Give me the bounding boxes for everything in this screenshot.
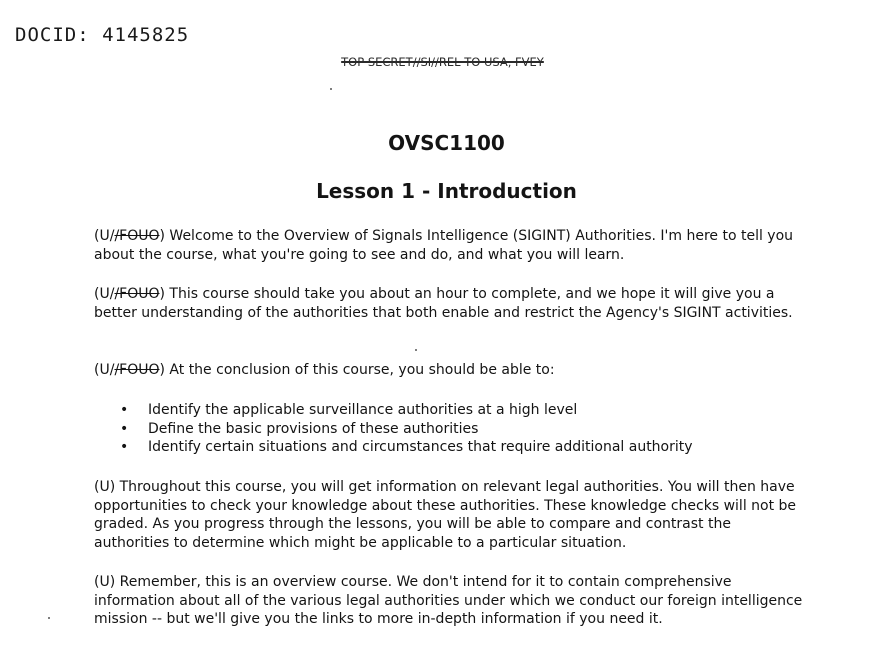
marking-prefix: (U/: [94, 228, 115, 244]
bullet-icon: •: [120, 420, 129, 437]
marking-prefix: (U/: [94, 286, 115, 302]
classification-marking: [94, 286, 165, 302]
course-code-heading: OVSC1100: [388, 131, 505, 155]
objectives-list: [94, 401, 806, 457]
paragraph-text: (U) Remember, this is an overview course. We don't intend for it to contain comprehensive information about all of the various legal authorities under which we conduct our foreign intelligence mission -- but we'll give you the links to more in-depth information if you need it.: [94, 574, 803, 627]
paragraph-duration: [94, 285, 806, 322]
list-item: [94, 401, 806, 420]
scan-speck: [415, 349, 417, 351]
marking-struck: /FOUO: [114, 286, 160, 302]
objective-text: Identify certain situations and circumstances that require additional authority: [148, 439, 693, 455]
list-item: [94, 438, 806, 457]
paragraph-text: This course should take you about an hour to complete, and we hope it will give you a better understanding of the authorities that both enable and restrict the Agency's SIGINT activities.: [94, 286, 793, 321]
paragraph-objectives-intro: [94, 361, 806, 380]
marking-prefix: (U/: [94, 362, 115, 378]
classification-banner: TOP SECRET//SI//REL TO USA, FVEY: [341, 55, 544, 69]
paragraph-course-overview: [94, 478, 806, 552]
marking-struck: /FOUO: [114, 362, 160, 378]
marking-suffix: ): [159, 362, 165, 378]
paragraph-text: At the conclusion of this course, you should be able to:: [164, 362, 555, 378]
doc-id: DOCID: 4145825: [15, 24, 190, 46]
bullet-icon: •: [120, 402, 129, 418]
bullet-icon: •: [120, 439, 129, 455]
paragraph-welcome: [94, 227, 806, 264]
scan-speck: [330, 88, 332, 90]
marking-suffix: ): [159, 286, 165, 302]
objective-text: Define the basic provisions of these authorities: [148, 420, 479, 437]
paragraph-text: (U) Throughout this course, you will get information on relevant legal authorities. You will then have opportunities to check your knowledge about these authorities. These knowledge checks will not be graded. As you progress through the lessons, you will be able to compare and contrast the authorities to determine which might be applicable to a particular situation.: [94, 479, 797, 551]
scan-speck: [48, 617, 50, 619]
classification-marking: [94, 228, 165, 244]
classification-marking: [94, 362, 165, 378]
list-item: [94, 420, 806, 439]
paragraph-reminder: [94, 573, 806, 629]
marking-struck: /FOUO: [114, 228, 160, 244]
paragraph-text: Welcome to the Overview of Signals Intelligence (SIGINT) Authorities. I'm here to tell you about the course, what you're going to see and do, and what you will learn.: [94, 228, 794, 263]
marking-suffix: ): [159, 228, 165, 244]
objective-text: Identify the applicable surveillance authorities at a high level: [148, 402, 578, 418]
lesson-title-heading: Lesson 1 - Introduction: [316, 179, 577, 203]
